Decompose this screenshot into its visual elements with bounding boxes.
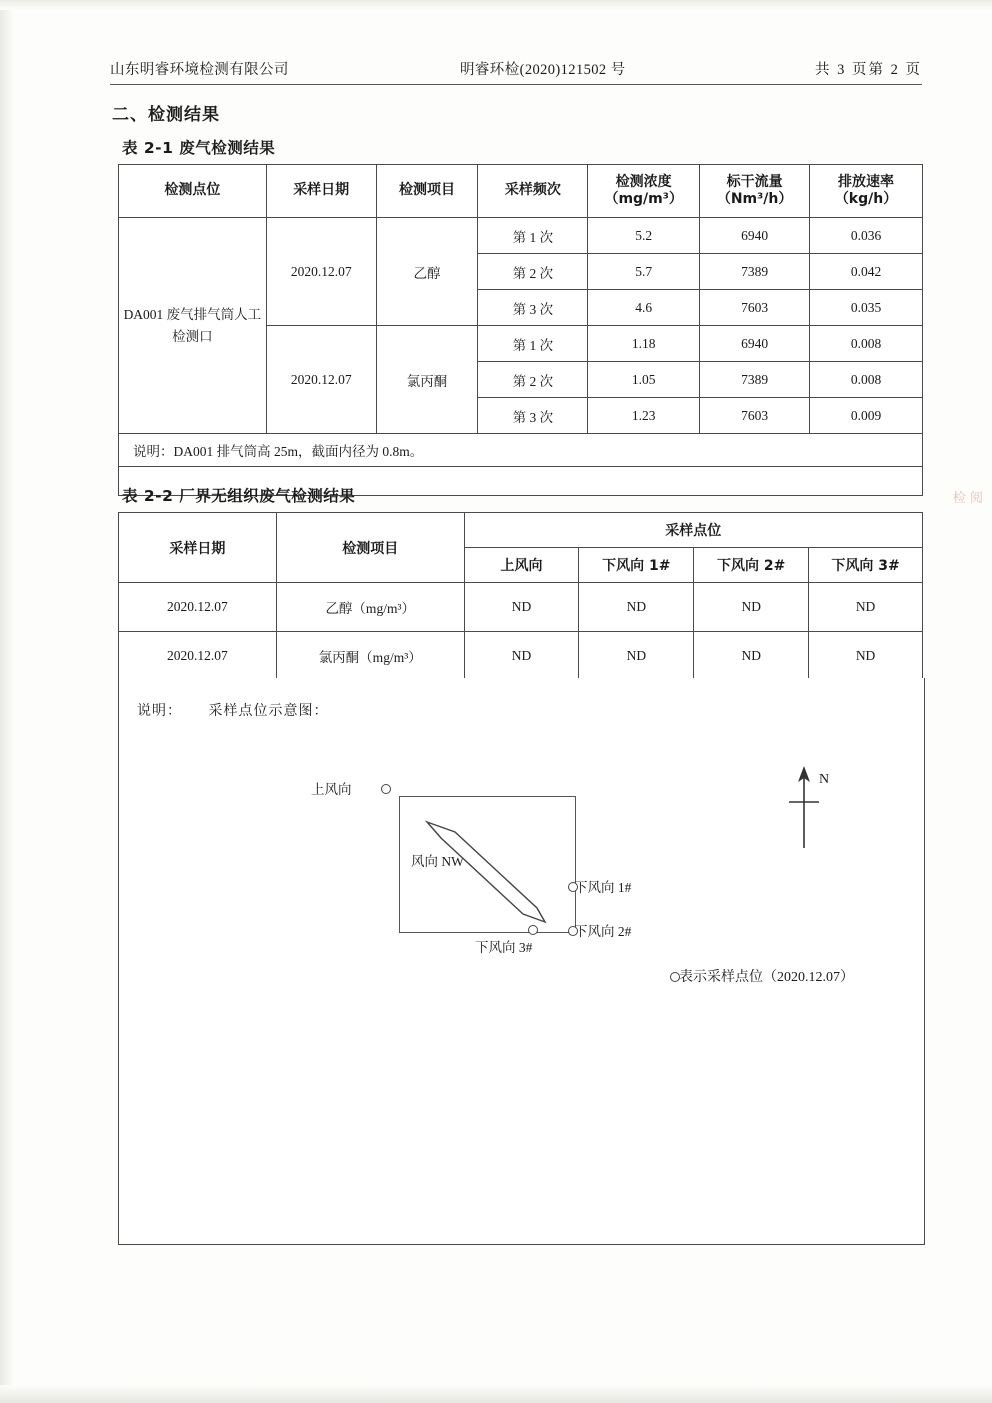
header-page-info: 共 3 页第 2 页 <box>815 62 922 78</box>
th-flow <box>700 165 810 218</box>
cell-flow: 7603 <box>700 398 810 434</box>
table-row <box>119 583 923 632</box>
th-rate-label: 排放速率 <box>838 173 895 190</box>
th-concentration <box>588 165 700 218</box>
cell-value: ND <box>809 583 923 632</box>
scan-edge-top <box>0 0 992 10</box>
cell-value: ND <box>694 632 809 681</box>
cell-conc: 5.7 <box>588 254 700 290</box>
th-rate-unit: （kg/h） <box>834 191 898 207</box>
cell-conc: 1.23 <box>588 398 700 434</box>
scan-edge-left <box>0 0 14 1403</box>
cell-flow: 7603 <box>700 290 810 326</box>
table-row <box>119 632 923 681</box>
label-downwind-2: 下风向 2# <box>574 924 632 939</box>
cell-conc: 1.18 <box>588 326 700 362</box>
th-flow-label: 标干流量 <box>726 173 783 190</box>
cell-rate: 0.036 <box>810 218 923 254</box>
table2-header-row-1 <box>119 513 923 548</box>
th-point-upwind: 上风向 <box>464 548 579 583</box>
cell-rate: 0.008 <box>810 362 923 398</box>
cell-item-1: 乙醇 <box>376 218 478 326</box>
cell-item: 乙醇（mg/m³） <box>276 583 464 632</box>
cell-conc: 5.2 <box>588 218 700 254</box>
th-concentration-unit: （mg/m³） <box>604 191 683 207</box>
cell-value: ND <box>579 632 694 681</box>
cell-freq: 第 2 次 <box>478 362 588 398</box>
th-point-downwind-2: 下风向 2# <box>694 548 809 583</box>
page-header <box>110 58 922 79</box>
header-company: 山东明睿环境检测有限公司 <box>110 62 289 78</box>
label-upwind: 上风向 <box>311 782 352 797</box>
cell-freq: 第 1 次 <box>478 218 588 254</box>
th-point-downwind-3: 下风向 3# <box>809 548 923 583</box>
th-test-item: 检测项目 <box>276 513 464 583</box>
th-concentration-label: 检测浓度 <box>615 173 672 190</box>
th-point-downwind-1: 下风向 1# <box>579 548 694 583</box>
point-marker-upwind-icon <box>381 784 391 794</box>
cell-point: DA001 废气排气筒人工检测口 <box>119 218 267 434</box>
th-point: 检测点位 <box>119 165 267 218</box>
diagram-note-text: 采样点位示意图： <box>208 704 329 719</box>
cell-freq: 第 1 次 <box>478 326 588 362</box>
sampling-point-diagram <box>118 678 925 1245</box>
cell-date: 2020.12.07 <box>119 632 277 681</box>
cell-rate: 0.035 <box>810 290 923 326</box>
cell-flow: 7389 <box>700 362 810 398</box>
cell-rate: 0.042 <box>810 254 923 290</box>
th-frequency: 采样频次 <box>478 165 588 218</box>
diagram-note-label: 说明： <box>137 704 182 719</box>
header-divider <box>110 84 922 85</box>
wind-arrow-icon <box>419 818 579 933</box>
th-sample-date: 采样日期 <box>119 513 277 583</box>
cell-rate: 0.008 <box>810 326 923 362</box>
cell-conc: 1.05 <box>588 362 700 398</box>
fugitive-gas-results-table <box>118 512 923 681</box>
table2-caption: 表 2-2 厂界无组织废气检测结果 <box>122 487 356 505</box>
cell-flow: 7389 <box>700 254 810 290</box>
label-north: N <box>819 772 830 787</box>
cell-item-2: 氯丙酮 <box>376 326 478 434</box>
cell-value: ND <box>464 583 579 632</box>
diagram-note <box>137 700 329 720</box>
cell-freq: 第 3 次 <box>478 290 588 326</box>
table1-note: 说明：DA001 排气筒高 25m，截面内径为 0.8m。 <box>119 434 923 467</box>
cell-value: ND <box>809 632 923 681</box>
th-date: 采样日期 <box>266 165 376 218</box>
th-rate <box>810 165 923 218</box>
label-downwind-3: 下风向 3# <box>475 940 533 955</box>
table1-header-row <box>119 165 923 218</box>
cell-date-1: 2020.12.07 <box>266 218 376 326</box>
cell-freq: 第 3 次 <box>478 398 588 434</box>
cell-date: 2020.12.07 <box>119 583 277 632</box>
cell-flow: 6940 <box>700 326 810 362</box>
table1-caption: 表 2-1 废气检测结果 <box>122 139 276 157</box>
cell-value: ND <box>694 583 809 632</box>
cell-flow: 6940 <box>700 218 810 254</box>
legend-text: 表示采样点位（2020.12.07） <box>679 970 854 985</box>
label-downwind-1: 下风向 1# <box>574 880 632 895</box>
th-item: 检测项目 <box>376 165 478 218</box>
th-flow-unit: （Nm³/h） <box>716 191 793 207</box>
cell-rate: 0.009 <box>810 398 923 434</box>
header-report-number: 明睿环检(2020)121502 号 <box>460 62 626 78</box>
cell-conc: 4.6 <box>588 290 700 326</box>
table-row <box>119 218 923 254</box>
cell-item: 氯丙酮（mg/m³） <box>276 632 464 681</box>
table1-note-row <box>119 434 923 467</box>
cell-date-2: 2020.12.07 <box>266 326 376 434</box>
scan-edge-bottom <box>0 1385 992 1403</box>
cell-value: ND <box>579 583 694 632</box>
th-sample-points-group: 采样点位 <box>464 513 922 548</box>
waste-gas-results-table <box>118 164 923 496</box>
label-wind-direction: 风向 NW <box>411 854 464 869</box>
margin-handwriting-mark: 检 阅 <box>952 491 984 506</box>
cell-freq: 第 2 次 <box>478 254 588 290</box>
cell-value: ND <box>464 632 579 681</box>
section-title: 二、检测结果 <box>112 105 220 125</box>
